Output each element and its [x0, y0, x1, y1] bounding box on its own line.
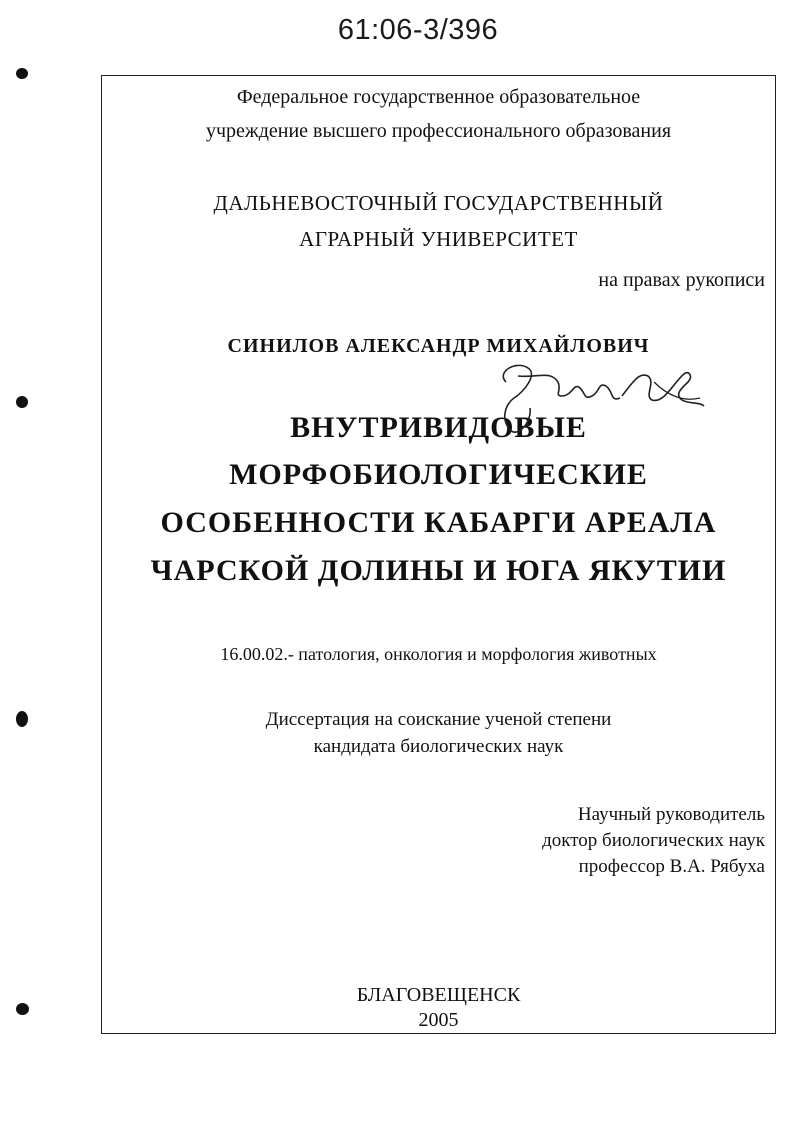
scan-mark-3 — [16, 711, 28, 727]
title-line-4: ЧАРСКОЙ ДОЛИНЫ И ЮГА ЯКУТИИ — [150, 554, 727, 587]
specialty-code: 16.00.02.- патология, онкология и морфология животных — [220, 644, 657, 664]
university-line-1: ДАЛЬНЕВОСТОЧНЫЙ ГОСУДАРСТВЕННЫЙ — [213, 191, 664, 215]
author-signature — [488, 352, 708, 442]
supervisor-degree: доктор биологических наук — [542, 830, 765, 851]
year: 2005 — [418, 1009, 459, 1031]
title-line-3: ОСОБЕННОСТИ КАБАРГИ АРЕАЛА — [160, 506, 717, 539]
degree-line-1: Диссертация на соискание ученой степени — [265, 709, 612, 730]
supervisor-name: профессор В.А. Рябуха — [578, 856, 765, 877]
archive-stamp: 61:06-3/396 — [337, 14, 499, 46]
scan-mark-2 — [16, 396, 28, 408]
rights-note: на правах рукописи — [598, 269, 765, 291]
scan-mark-1 — [16, 68, 28, 79]
author-name: СИНИЛОВ АЛЕКСАНДР МИХАЙЛОВИЧ — [227, 335, 650, 357]
title-page-frame — [101, 75, 776, 1034]
city: БЛАГОВЕЩЕНСК — [356, 984, 521, 1006]
title-line-2: МОРФОБИОЛОГИЧЕСКИЕ — [229, 458, 648, 491]
institution-line-2: учреждение высшего профессионального образования — [205, 120, 672, 142]
scan-mark-4 — [16, 1003, 29, 1015]
institution-line-1: Федеральное государственное образовательное — [236, 86, 641, 108]
university-line-2: АГРАРНЫЙ УНИВЕРСИТЕТ — [299, 227, 578, 251]
title-line-1: ВНУТРИВИДОВЫЕ — [290, 411, 587, 444]
supervisor-role: Научный руководитель — [577, 804, 765, 825]
degree-line-2: кандидата биологических наук — [313, 736, 564, 757]
